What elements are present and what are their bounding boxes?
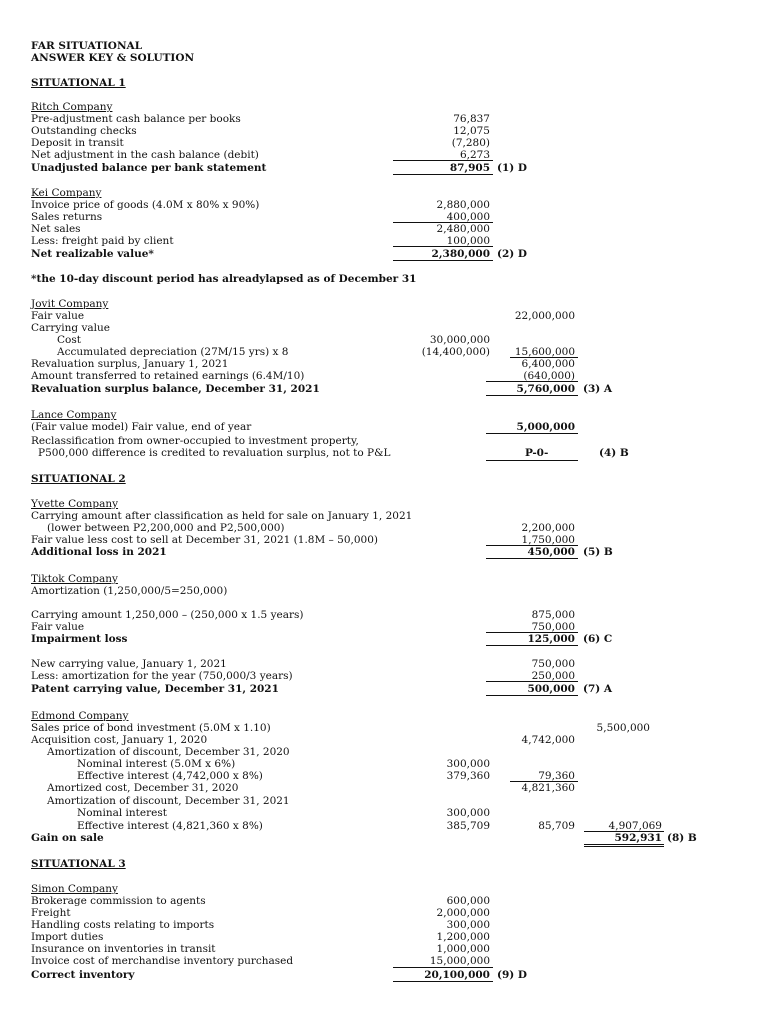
rule [393,967,493,968]
jovit-fair-value-label: Fair value [31,310,85,322]
ritch-company-name: Ritch Company [31,101,113,113]
jovit-total-value: 5,760,000 [516,383,575,395]
situational-1-heading: SITUATIONAL 1 [31,77,126,89]
yvette-row3-value: 1,750,000 [521,534,575,546]
simon-row-value: 1,000,000 [436,943,490,955]
ritch-row-label: Pre-adjustment cash balance per books [31,113,241,125]
rule [486,433,578,434]
edmond-amortized-value: 4,821,360 [521,782,575,794]
simon-row-label: Import duties [31,931,104,943]
document-title: FAR SITUATIONAL [31,40,143,52]
edmond-nominal2021-label: Nominal interest [77,807,167,819]
jovit-total-label: Revaluation surplus balance, December 31, 2021 [31,383,320,395]
simon-row-label: Insurance on inventories in transit [31,943,216,955]
edmond-gain-label: Gain on sale [31,832,104,844]
jovit-transfer-value: (640,000) [523,370,575,382]
jovit-company-name: Jovit Company [31,298,109,310]
kei-row-label: Sales returns [31,211,103,223]
edmond-company-name: Edmond Company [31,710,129,722]
tiktok-company-name: Tiktok Company [31,573,118,585]
rule [393,246,493,247]
jovit-cost-value: 30,000,000 [429,334,490,346]
edmond-eff2020-label: Effective interest (4,742,000 x 8%) [77,770,263,782]
lance-company-name: Lance Company [31,409,117,421]
answer-8: (8) B [667,832,697,844]
jovit-fair-value: 22,000,000 [514,310,575,322]
kei-row-value: 2,480,000 [436,223,490,235]
ritch-row-label: Deposit in transit [31,137,124,149]
edmond-acq-value: 4,742,000 [521,734,575,746]
edmond-nominal2020-value: 300,000 [446,758,490,770]
tiktok-amort-label: Amortization (1,250,000/5=250,000) [31,585,228,597]
answer-9: (9) D [497,969,528,981]
edmond-amort2021-label: Amortization of discount, December 31, 2021 [47,795,290,807]
rule [393,981,493,982]
jovit-accum-label: Accumulated depreciation (27M/15 yrs) x 8 [57,346,289,358]
kei-footnote: *the 10-day discount period has alreadylapsed as of December 31 [31,273,417,285]
jovit-carrying-label: Carrying value [31,322,110,334]
tiktok-fv-value: 750,000 [531,621,575,633]
rule [486,460,578,461]
yvette-row1-label: Carrying amount after classification as held for sale on January 1, 2021 [31,510,413,522]
edmond-eff2020-diff: 79,360 [538,770,575,782]
simon-row-label: Invoice cost of merchandise inventory purchased [31,955,294,967]
edmond-eff2020-value: 379,360 [446,770,490,782]
situational-3-heading: SITUATIONAL 3 [31,858,126,870]
yvette-row2-label: (lower between P2,200,000 and P2,500,000) [47,522,285,534]
edmond-amortized-label: Amortized cost, December 31, 2020 [47,782,239,794]
ritch-total-value: 87,905 [449,162,490,174]
yvette-company-name: Yvette Company [31,498,119,510]
tiktok-fv-label: Fair value [31,621,85,633]
ritch-row-label: Net adjustment in the cash balance (debit) [31,149,259,161]
rule [393,160,493,161]
rule [393,260,493,261]
ritch-row-value: 6,273 [459,149,490,161]
rule [393,174,493,175]
lance-row3-value: P-0- [525,447,549,459]
edmond-nominal2021-value: 300,000 [446,807,490,819]
rule [486,681,578,682]
rule [584,846,664,847]
kei-row-value: 400,000 [446,211,490,223]
answer-4: (4) B [599,447,629,459]
tiktok-imp-label: Impairment loss [31,633,128,645]
simon-row-value: 300,000 [446,919,490,931]
lance-row2-label: Reclassification from owner-occupied to investment property, [31,435,359,447]
rule [486,558,578,559]
jovit-accum-value: (14,400,000) [421,346,490,358]
tiktok-carrying-label: Carrying amount 1,250,000 – (250,000 x 1.5 years) [31,609,304,621]
kei-row-label: Less: freight paid by client [31,235,174,247]
answer-3: (3) A [583,383,613,395]
edmond-eff2021-value: 385,709 [446,820,490,832]
ritch-row-value: (7,280) [451,137,490,149]
ritch-row-value: 76,837 [453,113,490,125]
rule [584,844,664,845]
kei-row-value: 100,000 [446,235,490,247]
lance-row1-value: 5,000,000 [516,421,575,433]
simon-company-name: Simon Company [31,883,118,895]
jovit-reval-label: Revaluation surplus, January 1, 2021 [31,358,229,370]
edmond-acq-label: Acquisition cost, January 1, 2020 [31,734,208,746]
rule [486,381,578,382]
yvette-row3-label: Fair value less cost to sell at December 31, 2021 (1.8M – 50,000) [31,534,378,546]
rule [486,695,578,696]
kei-row-label: Net sales [31,223,81,235]
tiktok-imp-value: 125,000 [527,633,575,645]
kei-row-value: 2,880,000 [436,199,490,211]
tiktok-pcv-label: Patent carrying value, December 31, 2021 [31,683,279,695]
edmond-sales-value: 5,500,000 [596,722,650,734]
edmond-eff2021-label: Effective interest (4,821,360 x 8%) [77,820,263,832]
edmond-sales-label: Sales price of bond investment (5.0M x 1.10) [31,722,271,734]
jovit-cost-label: Cost [57,334,81,346]
edmond-nominal2020-label: Nominal interest (5.0M x 6%) [77,758,236,770]
edmond-amort2020-label: Amortization of discount, December 31, 2020 [47,746,290,758]
simon-total-label: Correct inventory [31,969,135,981]
tiktok-ncv-value: 750,000 [531,658,575,670]
answer-5: (5) B [583,546,613,558]
rule [486,395,578,396]
edmond-eff2021-total: 4,907,069 [608,820,662,832]
simon-row-value: 2,000,000 [436,907,490,919]
ritch-row-label: Outstanding checks [31,125,137,137]
ritch-total-label: Unadjusted balance per bank statement [31,162,267,174]
simon-row-label: Brokerage commission to agents [31,895,206,907]
kei-total-value: 2,380,000 [431,248,490,260]
tiktok-ncv-label: New carrying value, January 1, 2021 [31,658,227,670]
simon-row-label: Freight [31,907,71,919]
simon-row-value: 1,200,000 [436,931,490,943]
edmond-gain-value: 592,931 [614,832,662,844]
kei-total-label: Net realizable value* [31,248,154,260]
tiktok-less-label: Less: amortization for the year (750,000/3 years) [31,670,293,682]
ritch-row-value: 12,075 [453,125,490,137]
yvette-row2-value: 2,200,000 [521,522,575,534]
simon-row-value: 600,000 [446,895,490,907]
rule [486,645,578,646]
kei-row-label: Invoice price of goods (4.0M x 80% x 90%) [31,199,260,211]
tiktok-pcv-value: 500,000 [527,683,575,695]
answer-6: (6) C [583,633,613,645]
situational-2-heading: SITUATIONAL 2 [31,473,126,485]
yvette-total-label: Additional loss in 2021 [31,546,167,558]
jovit-transfer-label: Amount transferred to retained earnings (6.4M/10) [31,370,305,382]
lance-row3-label: P500,000 difference is credited to revaluation surplus, not to P&L [38,447,391,459]
lance-row1-label: (Fair value model) Fair value, end of year [31,421,252,433]
answer-1: (1) D [497,162,528,174]
simon-row-label: Handling costs relating to imports [31,919,215,931]
tiktok-less-value: 250,000 [531,670,575,682]
simon-total-value: 20,100,000 [424,969,490,981]
simon-row-value: 15,000,000 [429,955,490,967]
edmond-eff2021-diff: 85,709 [538,820,575,832]
document-subtitle: ANSWER KEY & SOLUTION [31,52,195,64]
yvette-total-value: 450,000 [527,546,575,558]
kei-company-name: Kei Company [31,187,102,199]
jovit-carrying-value: 15,600,000 [514,346,575,358]
answer-2: (2) D [497,248,528,260]
jovit-reval-value: 6,400,000 [521,358,575,370]
tiktok-carrying-value: 875,000 [531,609,575,621]
answer-7: (7) A [583,683,613,695]
